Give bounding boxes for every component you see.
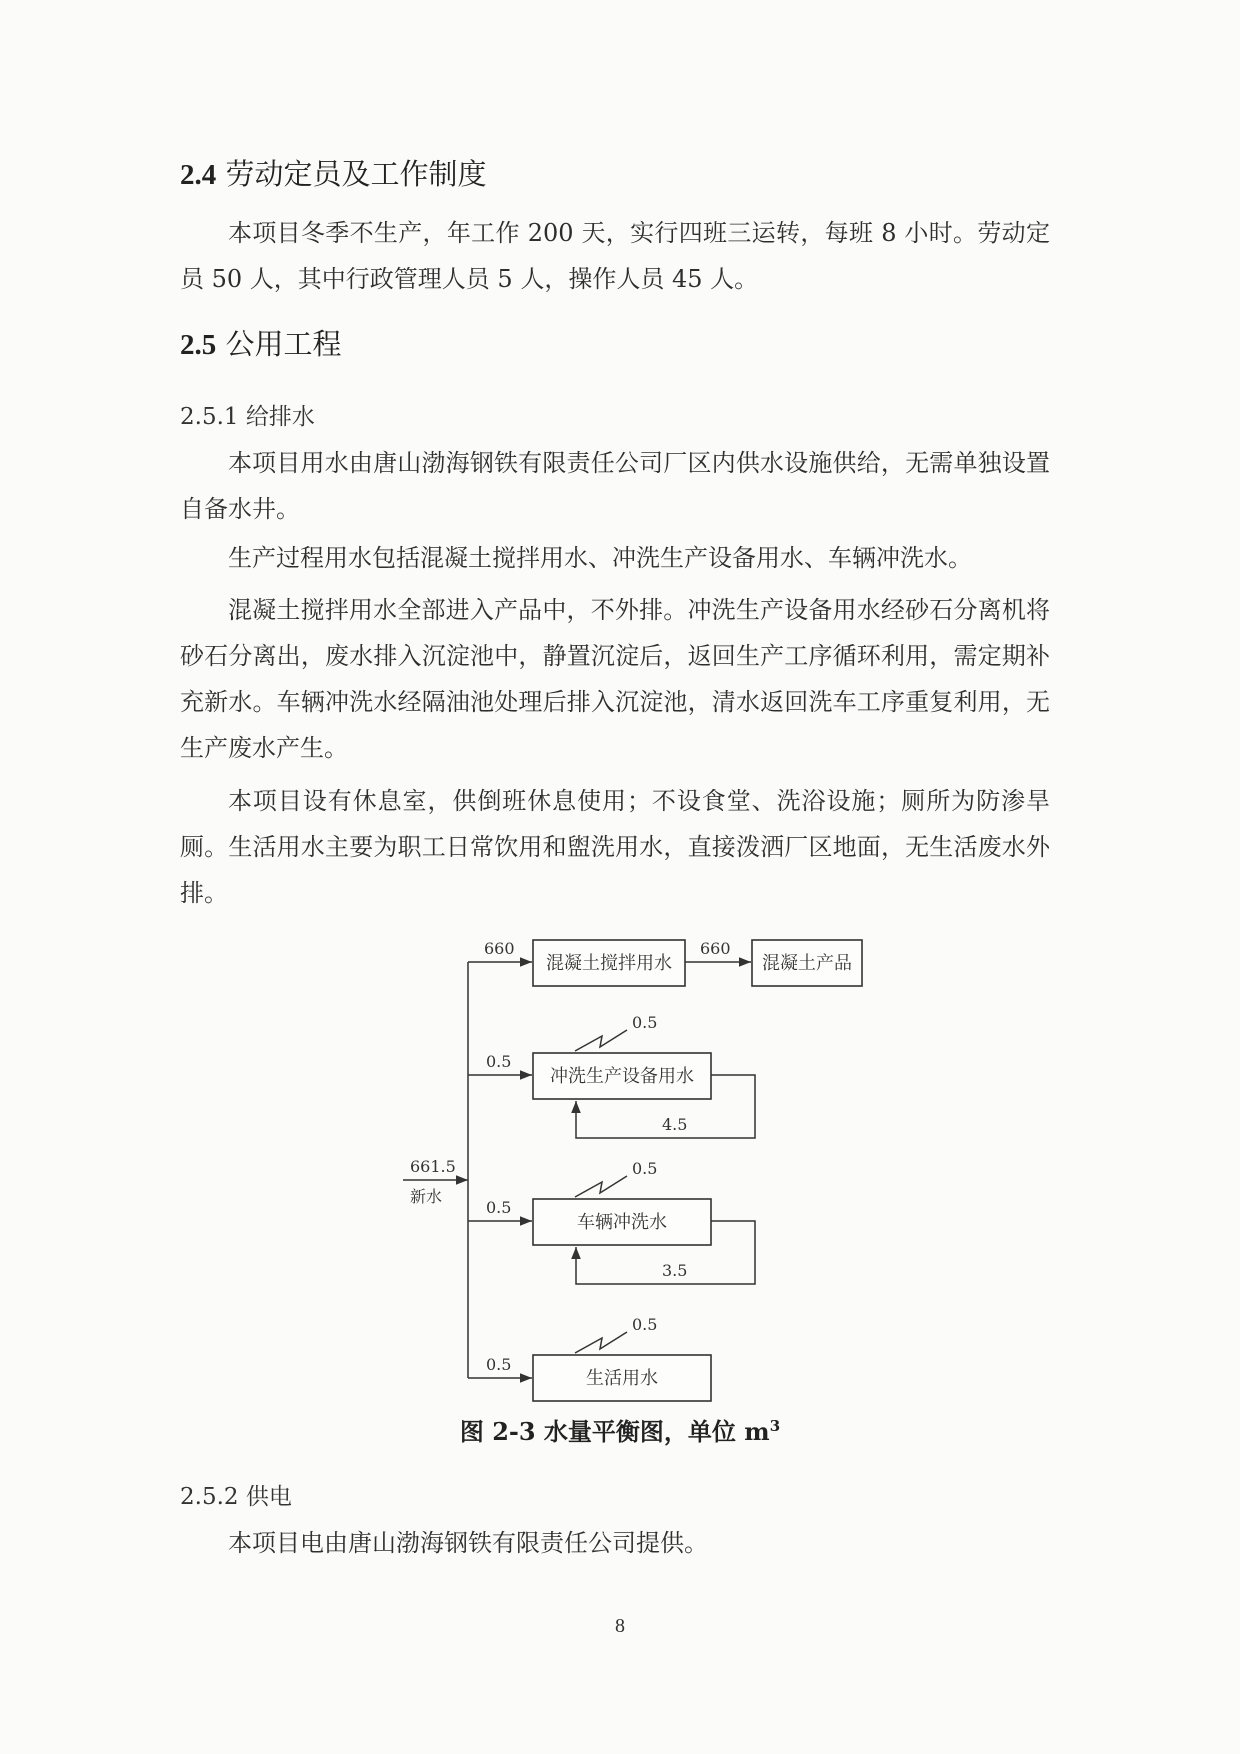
box-mixing-label: 混凝土搅拌用水 [546,953,672,974]
flow-vehicle-recycle: 3.5 [662,1261,688,1280]
domestic-loss-icon [575,1332,627,1353]
heading-title: 劳动定员及工作制度 [225,157,487,191]
paragraph-domestic-water: 本项目设有休息室，供倒班休息使用；不设食堂、洗浴设施；厕所为防渗旱厕。生活用水主要为职工日常饮用和盥洗用水，直接泼洒厂区地面，无生活废水外排。 [180,787,1050,907]
paragraph-wastewater: 混凝土搅拌用水全部进入产品中，不外排。冲洗生产设备用水经砂石分离机将砂石分离出，废水排入沉淀池中，静置沉淀后，返回生产工序循环利用，需定期补充新水。车辆冲洗水经隔油池处理后排入沉淀池，清水返回洗车工序重复利用，无生产废水产生。 [180,596,1050,762]
source-value: 661.5 [410,1157,456,1176]
source-label: 新水 [410,1187,443,1206]
flow-equip-recycle: 4.5 [662,1115,688,1134]
heading-2-5-2 [180,1478,292,1511]
flow-mixing-to-product: 660 [700,939,731,958]
flow-vehicle-loss: 0.5 [632,1159,658,1178]
heading-number: 2.5 [180,329,217,361]
flow-equip-loss: 0.5 [632,1013,658,1032]
caption-superscript: 3 [769,1417,781,1435]
box-vehicle-label: 车辆冲洗水 [577,1212,667,1233]
paragraph-labor: 本项目冬季不生产，年工作 200 天，实行四班三运转，每班 8 小时。劳动定员 50 人，其中行政管理人员 5 人，操作人员 45 人。 [180,219,1050,293]
heading-title: 公用工程 [225,327,342,361]
flow-to-mixing: 660 [484,939,515,958]
heading-title: 给排水 [245,404,315,430]
flow-to-equip: 0.5 [486,1052,512,1071]
paragraph-water-supply: 本项目用水由唐山渤海钢铁有限责任公司厂区内供水设施供给，无需单独设置自备水井。 [180,449,1050,523]
flow-to-domestic: 0.5 [486,1355,512,1374]
box-product-label: 混凝土产品 [762,953,852,974]
figure-caption [0,1412,1240,1447]
heading-number: 2.5.2 [180,1484,239,1510]
paragraph-process-water: 生产过程用水包括混凝土搅拌用水、冲洗生产设备用水、车辆冲洗水。 [228,544,972,572]
paragraph-power-supply: 本项目电由唐山渤海钢铁有限责任公司提供。 [228,1529,708,1557]
box-equip-label: 冲洗生产设备用水 [550,1066,694,1087]
equip-loss-icon [575,1030,627,1051]
caption-text: 图 2-3 水量平衡图，单位 m [459,1417,770,1446]
vehicle-loss-icon [575,1176,627,1197]
box-domestic-label: 生活用水 [586,1368,658,1389]
heading-title: 供电 [245,1484,292,1510]
heading-number: 2.4 [180,159,217,191]
flow-to-vehicle: 0.5 [486,1198,512,1217]
flow-domestic-loss: 0.5 [632,1315,658,1334]
page-number: 8 [615,1615,625,1637]
heading-number: 2.5.1 [180,404,239,430]
